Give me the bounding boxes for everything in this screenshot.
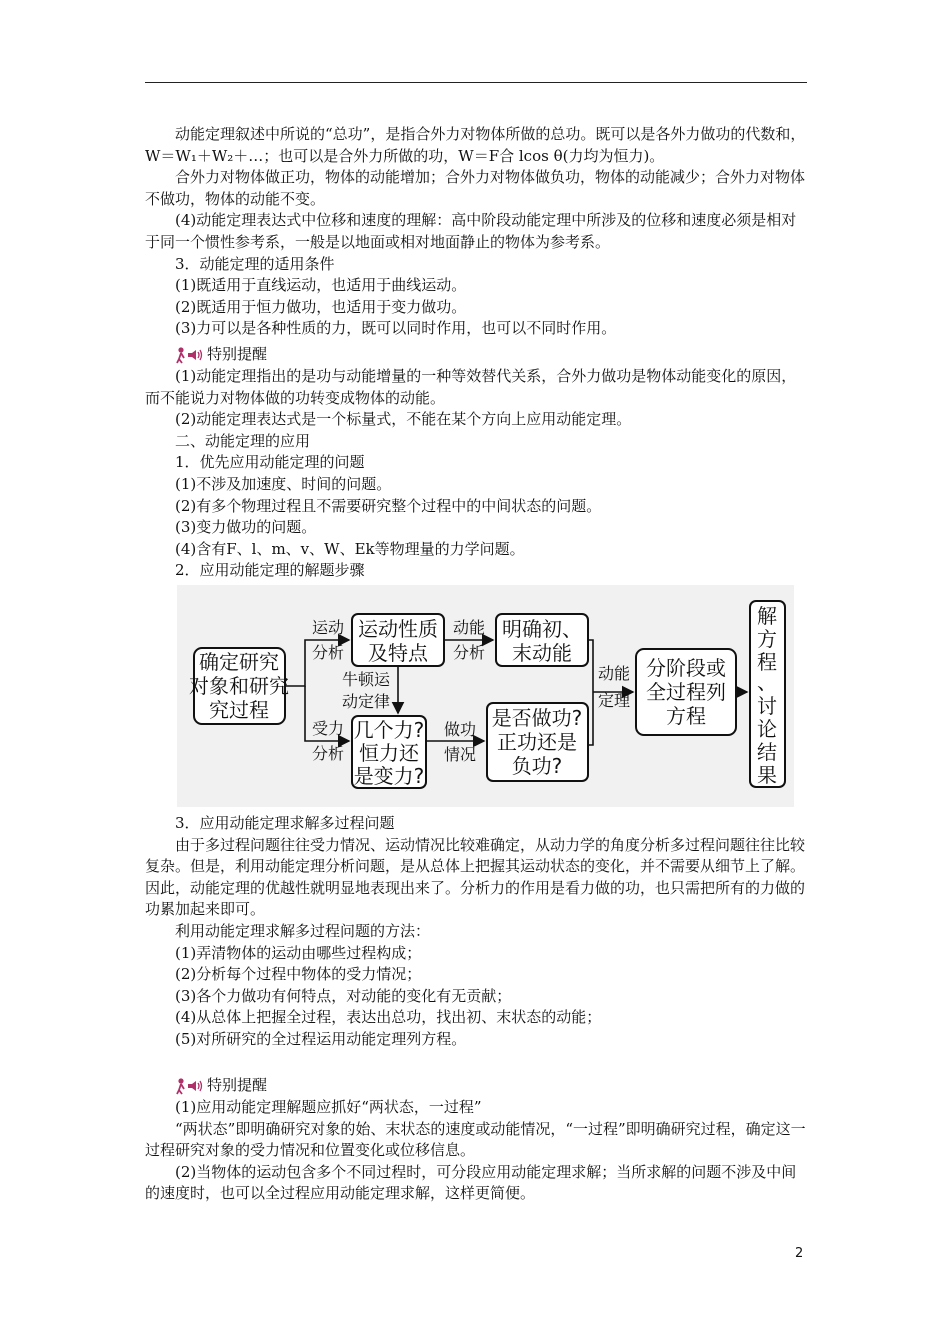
paragraph-p7: (3)力可以是各种性质的力，既可以同时作用，也可以不同时作用。	[175, 319, 617, 338]
paragraph-p12: (1)不涉及加速度、时间的问题。	[175, 474, 392, 493]
paragraph-p11: 1．优先应用动能定理的问题	[175, 453, 365, 472]
page-number: 2	[795, 1246, 804, 1261]
paragraph-p3: (4)动能定理表达式中位移和速度的理解：高中阶段动能定理中所涉及的位移和速度必须是相对于同一个惯性参考系，一般是以地面或相对地面静止的物体为参考系。	[145, 211, 797, 251]
label-energy-line-1: 动能	[452, 618, 486, 637]
label-energy-line-2: 分析	[452, 643, 486, 662]
paragraph-p21: (2)分析每个过程中物体的受力情况；	[175, 965, 422, 984]
label-newton-line-1: 牛顿运	[341, 670, 391, 689]
box-motion-line-1: 运动性质	[358, 617, 438, 641]
label-force-line-1: 受力	[311, 719, 345, 738]
paragraph-p19: 利用动能定理求解多过程问题的方法：	[175, 921, 431, 940]
box-solve-char-7: 结	[757, 740, 777, 764]
text-block-2	[145, 366, 807, 582]
box-forces-line-1: 几个力?	[353, 718, 425, 742]
box-forces-line-3: 是变力?	[353, 764, 425, 788]
header-rule	[145, 82, 807, 83]
label-work-line-1: 做功	[443, 720, 477, 739]
speaker-hint-icon	[175, 346, 205, 364]
box-object-line-1: 确定研究	[199, 650, 279, 674]
box-solve-char-3: 程	[757, 650, 777, 674]
label-theorem-line-1: 动能	[597, 664, 631, 683]
box-solve-char-4: 、	[757, 670, 777, 694]
box-solve-char-2: 方	[757, 627, 777, 651]
paragraph-p13: (2)有多个物理过程且不需要研究整个过程中的中间状态的问题。	[175, 496, 602, 515]
tip-label-1: 特别提醒	[207, 345, 268, 363]
box-solve-char-6: 论	[757, 717, 777, 741]
box-equation-line-1: 分阶段或	[646, 656, 726, 680]
paragraph-p9: (2)动能定理表达式是一个标量式，不能在某个方向上应用动能定理。	[175, 410, 632, 429]
paragraph-p2: 合外力对物体做正功，物体的动能增加；合外力对物体做负功，物体的动能减少；合外力对物体不做功，物体的动能不变。	[145, 168, 806, 208]
box-ke-line-2: 末动能	[512, 641, 572, 665]
paragraph-p17: 3．应用动能定理求解多过程问题	[175, 814, 395, 832]
box-motion-line-2: 及特点	[368, 641, 428, 665]
paragraph-p24: (5)对所研究的全过程运用动能定理列方程。	[175, 1029, 467, 1048]
text-block-3	[145, 813, 807, 1051]
box-ke-line-1: 明确初、	[502, 617, 582, 641]
label-motion-line-2: 分析	[311, 643, 345, 662]
paragraph-p25: (1)应用动能定理解题应抓好“两状态，一过程”	[175, 1098, 482, 1116]
tip-heading-1	[145, 344, 807, 366]
paragraph-p20: (1)弄清物体的运动由哪些过程构成；	[175, 943, 422, 962]
paragraph-p14: (3)变力做功的问题。	[175, 518, 317, 537]
label-force-line-2: 分析	[311, 744, 345, 763]
paragraph-p16: 2．应用动能定理的解题步骤	[175, 561, 365, 580]
text-block-4	[145, 1097, 807, 1205]
box-work-line-3: 负功?	[511, 754, 563, 778]
text-block-1	[145, 124, 807, 340]
paragraph-p18: 由于多过程问题往往受力情况、运动情况比较难确定，从动力学的角度分析多过程问题往往比较复杂。但是，利用动能定理分析问题，是从总体上把握其运动状态的变化，并不需要从细节上了解。因此，动能定理的优越性就明显地表现出来了。分析力的作用是看力做的功，也只需把所有的力做的功累加起来即可。	[145, 835, 806, 919]
paragraph-p1: 动能定理叙述中所说的“总功”，是指合外力对物体所做的总功。既可以是各外力做功的代数和，W＝W₁＋W₂＋…；也可以是合外力所做的功，W＝F合 lcos θ(力均为恒力)。	[145, 125, 806, 165]
paragraph-p26: “两状态”即明确研究对象的始、末状态的速度或动能情况，“一过程”即明确研究过程，确定这一过程研究对象的受力情况和位置变化或位移信息。	[145, 1119, 806, 1160]
box-forces-line-2: 恒力还	[359, 741, 419, 765]
speaker-hint-icon	[175, 1077, 205, 1095]
paragraph-p27: (2)当物体的运动包含多个不同过程时，可分段应用动能定理求解；当所求解的问题不涉及中间的速度时，也可以全过程应用动能定理求解，这样更简便。	[145, 1162, 797, 1203]
paragraph-p22: (3)各个力做功有何特点，对动能的变化有无贡献；	[175, 986, 512, 1005]
box-equation-line-3: 方程	[666, 704, 706, 728]
paragraph-p5: (1)既适用于直线运动，也适用于曲线运动。	[175, 276, 467, 295]
paragraph-p15: (4)含有F、l、m、v、W、Ek等物理量的力学问题。	[175, 539, 525, 558]
box-solve-char-5: 讨	[757, 694, 777, 718]
label-theorem-line-2: 定理	[597, 691, 631, 710]
box-solve-char-8: 果	[757, 763, 777, 787]
box-work-line-1: 是否做功?	[491, 706, 583, 730]
paragraph-p4: 3．动能定理的适用条件	[175, 254, 335, 273]
box-equation-line-2: 全过程列	[646, 680, 726, 704]
label-motion-line-1: 运动	[311, 618, 345, 637]
tip-label-2: 特别提醒	[207, 1076, 268, 1094]
paragraph-p23: (4)从总体上把握全过程，表达出总功，找出初、末状态的动能；	[175, 1008, 602, 1027]
box-solve-char-1: 解	[757, 604, 777, 628]
box-object-line-3: 究过程	[209, 698, 269, 722]
solution-steps-flowchart	[177, 585, 794, 807]
paragraph-p10: 二、动能定理的应用	[175, 431, 311, 450]
box-work-line-2: 正功还是	[497, 730, 577, 754]
tip-heading-2	[145, 1075, 807, 1097]
label-newton-line-2: 动定律	[341, 692, 391, 711]
paragraph-p8: (1)动能定理指出的是功与动能增量的一种等效替代关系，合外力做功是物体动能变化的原因，而不能说力对物体做的功转变成物体的动能。	[145, 367, 797, 407]
box-object-line-2: 对象和研究	[189, 674, 289, 698]
label-work-line-2: 情况	[443, 745, 477, 764]
paragraph-p6: (2)既适用于恒力做功，也适用于变力做功。	[175, 297, 467, 316]
